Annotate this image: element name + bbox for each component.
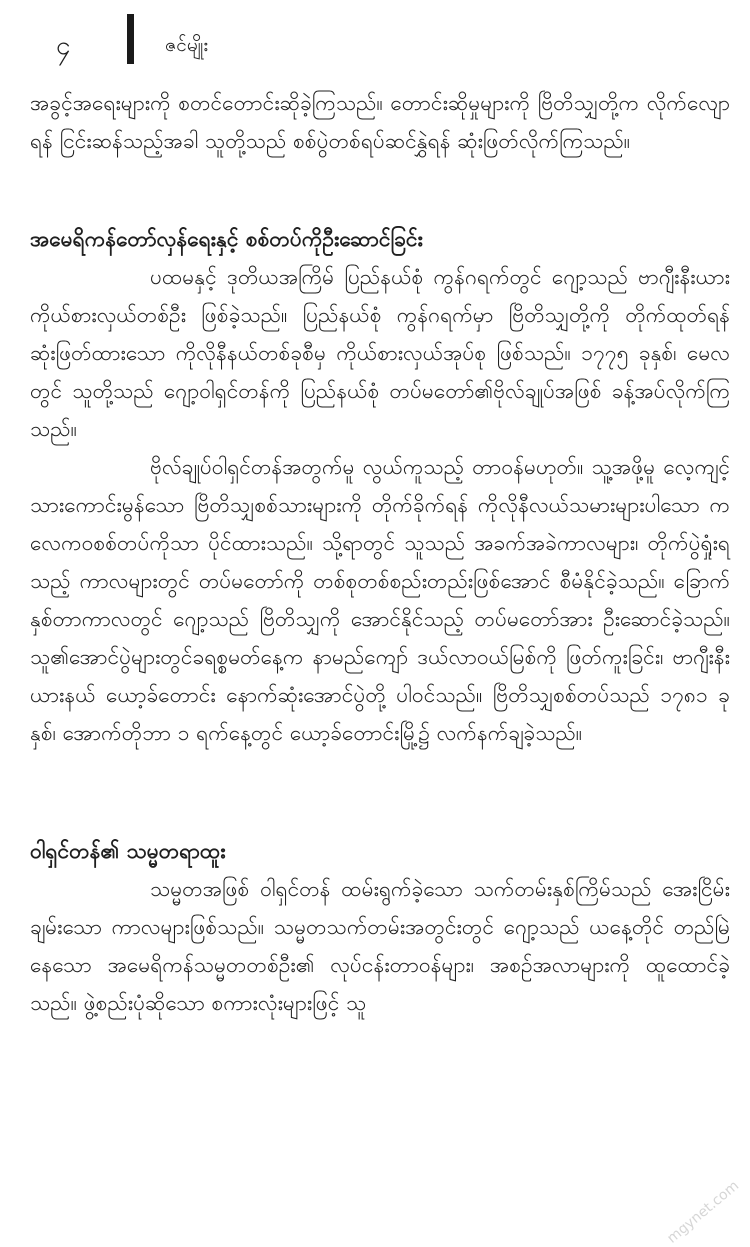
spacer [30,160,730,220]
paragraph-3: ဗိုလ်ချုပ်ဝါရှင်တန်အတွက်မူ လွယ်ကူသည့် တာဝန်မဟုတ်။ သူ့အဖို့မူ လေ့ကျင့်သားကောင်းမွန်သော ဗြိတိသျှစစ်သားများကို တိုက်ခိုက်ရန် ကိုလိုနီလယ်သမားများပါသော ကလေကဝစစ်တပ်ကိုသာ ပိုင်ထားသည်။ သို့ရာတွင် သူသည် အခက်အခဲကာလများ၊ တိုက်ပွဲရှုံးရသည့် ကာလများတွင် တပ်မတော်ကို တစ်စုတစ်စည်းတည်းဖြစ်အောင် စီမံနိုင်ခဲ့သည်။ ခြောက်နှစ်တာကာလတွင် ဂျော့သည် ဗြိတိသျှကို အောင်နိုင်သည့် တပ်မတော်အား ဦးဆောင်ခဲ့သည်။ သူ၏အောင်ပွဲများတွင်ခရစ္စမတ်နေ့က နာမည်ကျော် ဒယ်လာဝယ်မြစ်ကို ဖြတ်ကူးခြင်း၊ ဗာဂျီးနီးယားနယ် ယော့ခ်တောင်း နောက်ဆုံးအောင်ပွဲတို့ ပါဝင်သည်။ ဗြိတိသျှစစ်တပ်သည် ၁၇၈၁ ခုနှစ်၊ အောက်တိုဘာ ၁ ရက်နေ့တွင် ယော့ခ်တောင်းမြို့၌ လက်နက်ချခဲ့သည်။ [30,455,730,745]
section-heading-presidency: ဝါရှင်တန်၏ သမ္မတရာထူး [30,839,226,863]
running-head: ဇင်မျိုး [165,34,209,56]
header-divider [127,14,134,64]
page-number: ၄ [56,31,71,61]
paragraph-1: အခွင့်အရေးများကို စတင်တောင်းဆိုခဲ့ကြသည်။ တောင်းဆိုမှုများကို ဗြိတိသျှတို့က လိုက်လျောရန် ငြင်းဆန်သည့်အခါ သူတို့သည် စစ်ပွဲတစ်ရပ်ဆင်နွှဲရန် ဆုံးဖြတ်လိုက်ကြသည်။ [30,91,730,153]
body-text [30,84,730,1022]
spacer [30,752,730,832]
paragraph-2: ပထမနှင့် ဒုတိယအကြိမ် ပြည်နယ်စုံ ကွန်ဂရက်တွင် ဂျော့သည် ဗာဂျီးနီးယားကိုယ်စားလှယ်တစ်ဦး ဖြစ်ခဲ့သည်။ ပြည်နယ်စုံ ကွန်ဂရက်မှာ ဗြိတိသျှတို့ကို တိုက်ထုတ်ရန် ဆုံးဖြတ်ထားသော ကိုလိုနီနယ်တစ်ခုစီမှ ကိုယ်စားလှယ်အုပ်စု ဖြစ်သည်။ ၁၇၇၅ ခုနှစ်၊ မေလတွင် သူတို့သည် ဂျော့ဝါရှင်တန်ကို ပြည်နယ်စုံ တပ်မတော်၏ဗိုလ်ချုပ်အဖြစ် ခန့်အပ်လိုက်ကြသည်။ [30,265,730,441]
watermark: mgynet.com [664,1177,742,1247]
paragraph-4: သမ္မတအဖြစ် ဝါရှင်တန် ထမ်းရွက်ခဲ့သော သက်တမ်းနှစ်ကြိမ်သည် အေးငြိမ်းချမ်းသော ကာလများဖြစ်သည်။ သမ္မတသက်တမ်းအတွင်းတွင် ဂျော့သည် ယနေ့တိုင် တည်မြဲနေသော အမေရိကန်သမ္မတတစ်ဦး၏ လုပ်ငန်းတာဝန်များ၊ အစဉ်အလာများကို ထူထောင်ခဲ့သည်။ ဖွဲ့စည်းပုံဆိုသော စကားလုံးများဖြင့် သူ [30,877,730,1015]
section-heading-revolution: အမေရိကန်တော်လှန်ရေးနှင့် စစ်တပ်ကိုဦးဆောင်ခြင်း [30,227,423,251]
